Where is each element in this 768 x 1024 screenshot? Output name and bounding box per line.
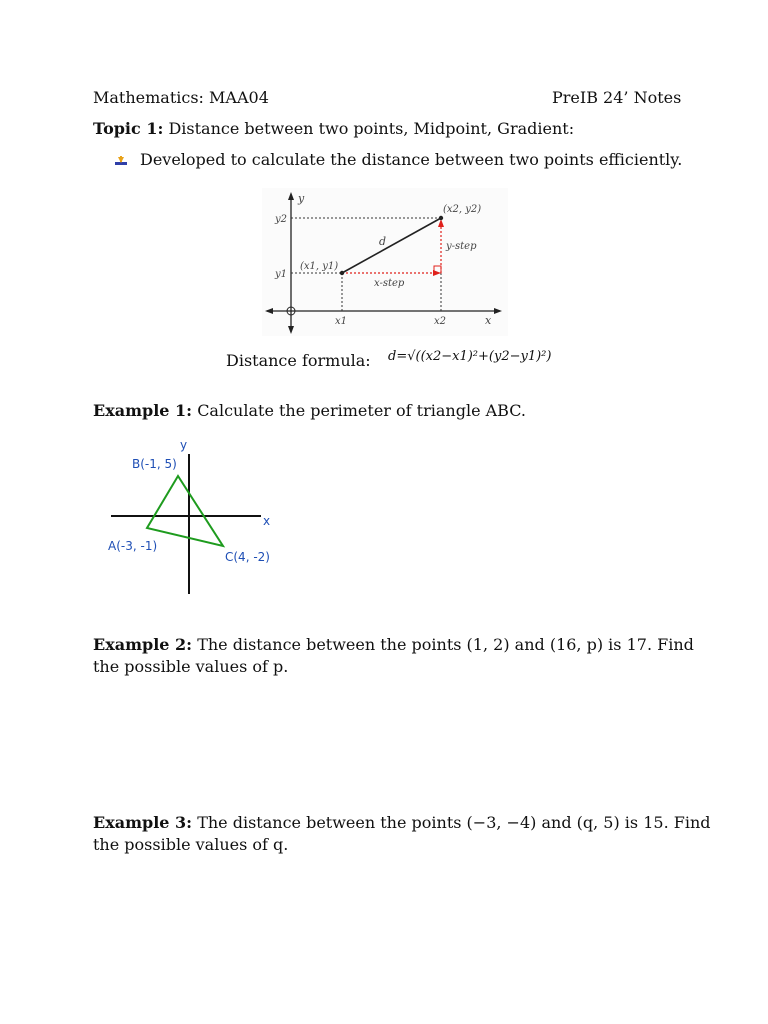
y2-tick-label: y2 bbox=[275, 214, 288, 225]
distance-formula bbox=[388, 349, 551, 364]
example2-label: Example 2: bbox=[93, 635, 193, 654]
point1-label: (x1, y1) bbox=[300, 261, 339, 272]
bullet-text: Developed to calculate the distance between two points efficiently. bbox=[140, 150, 683, 169]
notes-label: PreIB 24’ Notes bbox=[552, 88, 682, 107]
graph-y-label: y bbox=[180, 438, 188, 452]
triangle-abc bbox=[147, 476, 223, 546]
distance-segment bbox=[342, 218, 441, 273]
formula-label: Distance formula: bbox=[226, 351, 371, 370]
point-a-label: A(-3, -1) bbox=[108, 539, 158, 553]
example3-label: Example 3: bbox=[93, 813, 193, 832]
example2-text: The distance between the points (1, 2) and (16, p) is 17. Find bbox=[197, 635, 694, 654]
example1-text: Calculate the perimeter of triangle ABC. bbox=[197, 401, 526, 420]
example1-label: Example 1: bbox=[93, 401, 193, 420]
distance-diagram bbox=[262, 188, 508, 336]
triangle-graph bbox=[105, 436, 285, 598]
example2-line2: the possible values of p. bbox=[93, 657, 289, 676]
example3-line1 bbox=[93, 813, 711, 833]
topic-label: Topic 1: bbox=[93, 119, 164, 138]
graph-x-label: x bbox=[263, 514, 271, 528]
topic-heading bbox=[93, 119, 574, 139]
topic-text: Distance between two points, Midpoint, Gradient: bbox=[168, 119, 575, 138]
course-title: Mathematics: MAA04 bbox=[93, 88, 269, 107]
example2-line1 bbox=[93, 635, 694, 655]
example1-heading bbox=[93, 401, 526, 421]
example3-text: The distance between the points (−3, −4) and (q, 5) is 15. Find bbox=[197, 813, 711, 832]
distance-formula-expr: d=√((x2−x1)²+(y2−y1)²) bbox=[388, 349, 552, 364]
diagram-x-label: x bbox=[485, 314, 492, 327]
x2-tick-label: x2 bbox=[434, 316, 447, 327]
arrow-down-bullet-icon bbox=[114, 154, 128, 173]
y1-tick-label: y1 bbox=[275, 269, 288, 280]
point-c-label: C(4, -2) bbox=[225, 550, 270, 564]
x1-tick-label: x1 bbox=[335, 316, 348, 327]
y-step-label: y-step bbox=[446, 241, 477, 252]
example3-line2: the possible values of q. bbox=[93, 835, 289, 854]
point2-label: (x2, y2) bbox=[443, 204, 482, 215]
point-b-label: B(-1, 5) bbox=[132, 457, 177, 471]
d-label: d bbox=[379, 235, 387, 248]
diagram-y-label: y bbox=[298, 192, 305, 205]
x-step-label: x-step bbox=[374, 278, 405, 289]
